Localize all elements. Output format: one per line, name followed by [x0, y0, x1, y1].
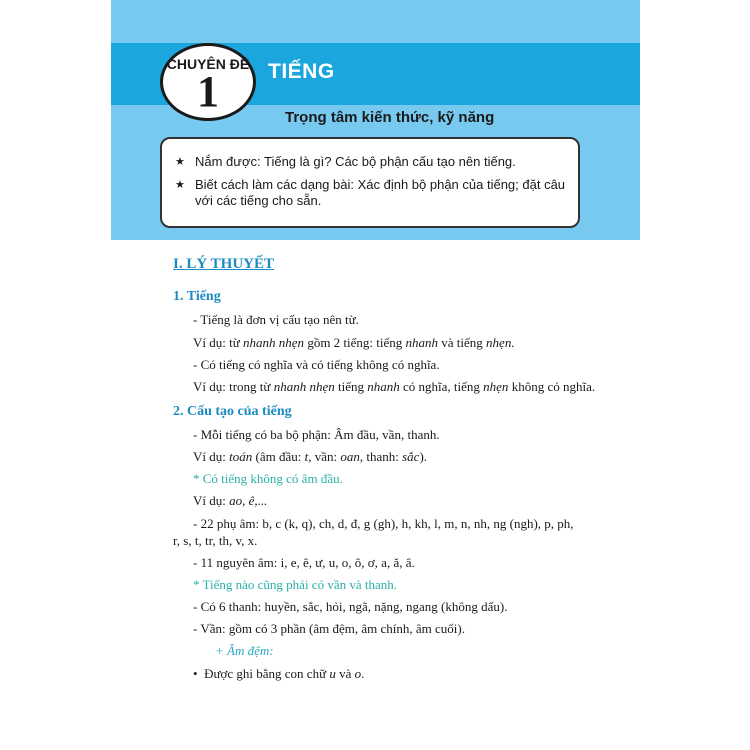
objective-text: Biết cách làm các dạng bài: Xác định bộ phận của tiếng; đặt câu với các tiếng cho sẵn. — [195, 177, 566, 208]
heading-part-1: 1. Tiếng — [173, 289, 221, 304]
text-line: Ví dụ: ao, ê,... — [193, 493, 268, 508]
chapter-badge-label: CHUYÊN ĐỀ — [166, 56, 250, 72]
text-line: r, s, t, tr, th, v, x. — [173, 533, 258, 548]
chapter-subtitle: Trọng tâm kiến thức, kỹ năng — [285, 109, 495, 126]
chapter-title: TIẾNG — [268, 60, 335, 83]
text-line: - Tiếng là đơn vị cấu tạo nên từ. — [193, 312, 359, 327]
sub-heading: + Âm đệm: — [215, 643, 274, 658]
star-icon: ★ — [175, 156, 185, 168]
text-line: Ví dụ: toán (âm đầu: t, vần: oan, thanh: sắc). — [193, 449, 428, 464]
text-line: - Có tiếng có nghĩa và có tiếng không có nghĩa. — [193, 357, 440, 372]
text-line: Ví dụ: từ nhanh nhẹn gồm 2 tiếng: tiếng nhanh và tiếng nhẹn. — [193, 335, 515, 350]
bullet-icon: • — [193, 666, 205, 681]
note-line: * Tiếng nào cũng phải có vần và thanh. — [193, 577, 397, 592]
star-icon: ★ — [175, 179, 185, 191]
text-line: - Có 6 thanh: huyền, sắc, hỏi, ngã, nặng, ngang (không dấu). — [193, 599, 508, 614]
section-title: I. LÝ THUYẾT — [173, 256, 275, 272]
text-line: - 22 phụ âm: b, c (k, q), ch, d, đ, g (gh), h, kh, l, m, n, nh, ng (ngh), p, ph, — [193, 516, 574, 531]
chapter-badge-number: 1 — [197, 67, 219, 116]
text-line: - Vần: gồm có 3 phần (âm đệm, âm chính, âm cuối). — [193, 621, 465, 636]
note-line: * Có tiếng không có âm đầu. — [193, 471, 343, 486]
objective-text: Nắm được: Tiếng là gì? Các bộ phận cấu tạo nên tiếng. — [195, 154, 516, 169]
text-line: - Mỗi tiếng có ba bộ phận: Âm đầu, vần, thanh. — [193, 427, 440, 442]
text-line: - 11 nguyên âm: i, e, ê, ư, u, o, ô, ơ, a, ă, â. — [193, 555, 415, 570]
bullet-line: • Được ghi bằng con chữ u và o. — [193, 666, 365, 681]
text-line: Ví dụ: trong từ nhanh nhẹn tiếng nhanh có nghĩa, tiếng nhẹn không có nghĩa. — [193, 379, 596, 394]
heading-part-2: 2. Cấu tạo của tiếng — [173, 404, 292, 419]
